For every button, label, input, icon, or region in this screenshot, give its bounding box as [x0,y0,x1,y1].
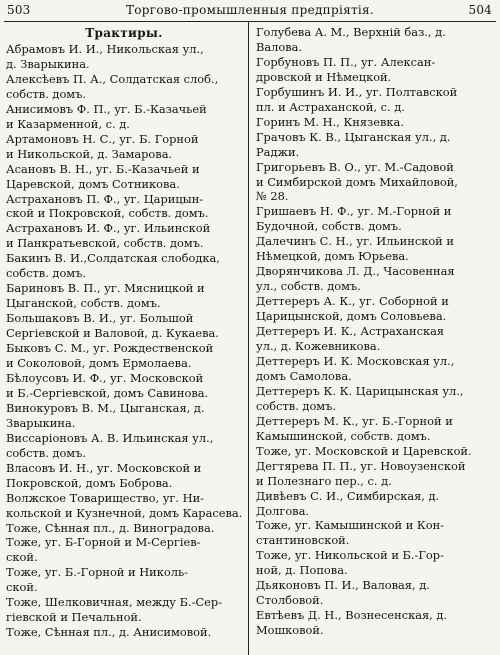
directory-entry [6,625,242,640]
entry-line: ской. [6,580,38,595]
entry-line: Горбушинъ И. И., уг. Полтавской [256,84,458,99]
entry-line: Анисимовъ Ф. П., уг. Б.-Казачьей [6,101,207,116]
directory-entry [256,354,494,384]
entry-line: собств. домъ. [6,445,87,460]
entry-line: Царицынской, домъ Соловьева. [256,309,447,324]
entry-line: Цыганской, собств. домъ. [6,296,161,311]
entry-line: Столбовой. [256,593,324,608]
entry-line: Камышинской, собств. домъ. [256,428,431,443]
entry-line: ной, д. Попова. [256,563,348,578]
entry-line: Дворянчикова Л. Д., Часовенная [256,264,455,279]
entry-line: Тоже, Сѣнная пл., д. Анисимовой. [6,625,212,640]
entry-line: и Панкратьевской, собств. домъ. [6,236,204,251]
directory-entry [6,132,242,162]
directory-entry [6,535,242,565]
entry-line: собств. домъ. [6,86,87,101]
entry-line: Абрамовъ И. И., Никольская ул., [6,42,204,56]
directory-entry [6,431,242,461]
entry-line: Голубева А. М., Верхній баз., д. [256,25,446,39]
entry-line: Мошковой. [256,623,324,638]
entry-line: Горинъ М. Н., Князевка. [256,114,404,129]
directory-entry [256,489,494,519]
entry-line: Дегтярева П. П., уг. Новоузенской [256,458,466,473]
directory-entry [6,192,242,222]
entry-line: Григорьевъ В. О., уг. М.-Садовой [256,159,454,174]
directory-entry [256,578,494,608]
entry-line: ской. [6,550,38,565]
entry-line: Тоже, уг. Б.-Горной и Николь- [6,565,189,580]
entry-line: домъ Самолова. [256,368,352,383]
directory-entry [256,115,494,130]
right-entries-list [256,25,494,638]
entry-line: собств. домъ. [6,266,87,281]
entry-line: Далечинъ С. Н., уг. Ильинской и [256,234,454,249]
directory-entry [256,459,494,489]
entry-line: Горбуновъ П. П., уг. Алексан- [256,54,436,69]
entry-line: Деттереръ И. К., Астраханская [256,324,445,339]
directory-entry [6,281,242,311]
entry-line: Нѣмецкой, домъ Юрьева. [256,249,409,264]
entry-line: пл. и Астраханской, с. д. [256,99,405,114]
directory-entry [256,204,494,234]
directory-entry [6,341,242,371]
entry-line: Тоже, уг. Московской и Царевской. [256,443,472,458]
directory-entry [256,25,494,55]
directory-entry [256,294,494,324]
entry-line: Астрахановъ П. Ф., уг. Царицын- [6,191,204,206]
entry-line: Деттереръ М. К., уг. Б.-Горной и [256,413,453,428]
column-divider [248,22,249,655]
directory-entry [6,491,242,521]
entry-line: Тоже, уг. Б-Горной и М-Сергіев- [6,535,201,550]
entry-line: и Полезнаго пер., с. д. [256,473,392,488]
directory-entry [6,162,242,192]
directory-entry [256,55,494,85]
directory-entry [6,221,242,251]
entry-line: Волжское Товарищество, уг. Ни- [6,490,205,505]
entry-line: и Симбирской домъ Михайловой, [256,174,458,189]
entry-line: Алексѣевъ П. А., Солдатская слоб., [6,71,219,86]
directory-entry [256,548,494,578]
entry-line: Астрахановъ И. Ф., уг. Ильинской [6,221,211,236]
entry-line: и Никольской, д. Замарова. [6,146,173,161]
directory-entry [256,234,494,264]
entry-line: Тоже, уг. Никольской и Б.-Гор- [256,548,444,563]
entry-line: Деттереръ А. К., уг. Соборной и [256,294,449,309]
entry-line: Евтѣевъ Д. Н., Вознесенская, д. [256,608,448,623]
entry-line: Тоже, Сѣнная пл., д. Виноградова. [6,520,215,535]
entry-line: Валова. [256,39,303,54]
entry-line: Тоже, Шелковичная, между Б.-Сер- [6,595,223,610]
directory-entry [6,251,242,281]
entry-line: Деттереръ И. К. Московская ул., [256,353,455,368]
entry-line: собств. домъ. [256,398,337,413]
directory-entry [6,521,242,536]
directory-entry [256,518,494,548]
directory-entry [256,264,494,294]
right-page-number: 504 [468,3,492,17]
entry-line: и Соколовой, домъ Ермолаева. [6,356,192,371]
running-header [0,0,500,20]
directory-entry [256,414,494,444]
directory-entry [6,595,242,625]
section-title: Трактиры. [85,26,163,40]
entry-line: дровской и Нѣмецкой. [256,69,392,84]
directory-entry [256,384,494,414]
entry-line: Быковъ С. М., уг. Рождественской [6,341,214,356]
entry-line: кольской и Кузнечной, домъ Карасева. [6,505,242,520]
directory-entry [6,72,242,102]
directory-entry [6,311,242,341]
entry-line: Раджи. [256,144,300,159]
entry-line: Тоже, уг. Камышинской и Кон- [256,518,445,533]
entry-line: и Б.-Сергіевской, домъ Савинова. [6,385,209,400]
entry-line: Бакинъ В. И.,Солдатская слободка, [6,251,220,266]
entry-line: Покровской, домъ Боброва. [6,475,173,490]
entry-line: Большаковъ В. И., уг. Большой [6,311,194,326]
entry-line: Будочной, собств. домъ. [256,219,402,234]
entry-line: Асановъ В. Н., уг. Б.-Казачьей и [6,161,200,176]
entry-line: Винокуровъ В. М., Цыганская, д. [6,400,205,415]
entry-line: Артамоновъ Н. С., уг. Б. Горной [6,131,199,146]
entry-line: Деттереръ К. К. Царицынская ул., [256,383,464,398]
entry-line: Виссаріоновъ А. В. Ильинская ул., [6,430,214,445]
entry-line: Царевской, домъ Сотникова. [6,176,180,191]
entry-line: Власовъ И. Н., уг. Московской и [6,460,202,475]
entry-line: Зварыкина. [6,415,76,430]
entry-line: № 28. [256,189,289,204]
entry-line: Бариновъ В. П., уг. Мясницкой и [6,281,205,296]
directory-entry [6,371,242,401]
directory-entry [256,160,494,205]
directory-entry [6,42,242,72]
entry-line: д. Зварыкина. [6,56,90,71]
directory-entry [256,130,494,160]
directory-entry [6,565,242,595]
entry-line: Долгова. [256,503,310,518]
entry-line: и Казарменной, с. д. [6,116,130,131]
header-rule [4,21,496,22]
entry-line: Гришаевъ Н. Ф., уг. М.-Горной и [256,204,452,219]
directory-entry [6,102,242,132]
entry-line: гіевской и Печальной. [6,610,142,625]
directory-entry [256,444,494,459]
entry-line: Сергіевской и Валовой, д. Кукаева. [6,326,219,341]
left-column [6,25,242,640]
running-title: Торгово-промышленныя предпріятія. [125,3,375,17]
directory-entry [6,461,242,491]
directory-entry [256,324,494,354]
entry-line: Грачовъ К. В., Цыганская ул., д. [256,129,451,144]
entry-line: Дьяконовъ П. И., Валовая, д. [256,578,430,593]
directory-entry [6,401,242,431]
entry-line: Бѣлоусовъ И. Ф., уг. Московской [6,370,204,385]
entry-line: стантиновской. [256,533,350,548]
directory-entry [256,85,494,115]
entry-line: ул., д. Кожевникова. [256,339,381,354]
left-page-number: 503 [7,3,31,17]
entry-line: ул., собств. домъ. [256,279,361,294]
left-entries-list [6,42,242,640]
entry-line: ской и Покровской, собств. домъ. [6,206,209,221]
right-column [256,25,494,638]
entry-line: Дивѣевъ С. И., Симбирская, д. [256,488,440,503]
directory-entry [256,608,494,638]
